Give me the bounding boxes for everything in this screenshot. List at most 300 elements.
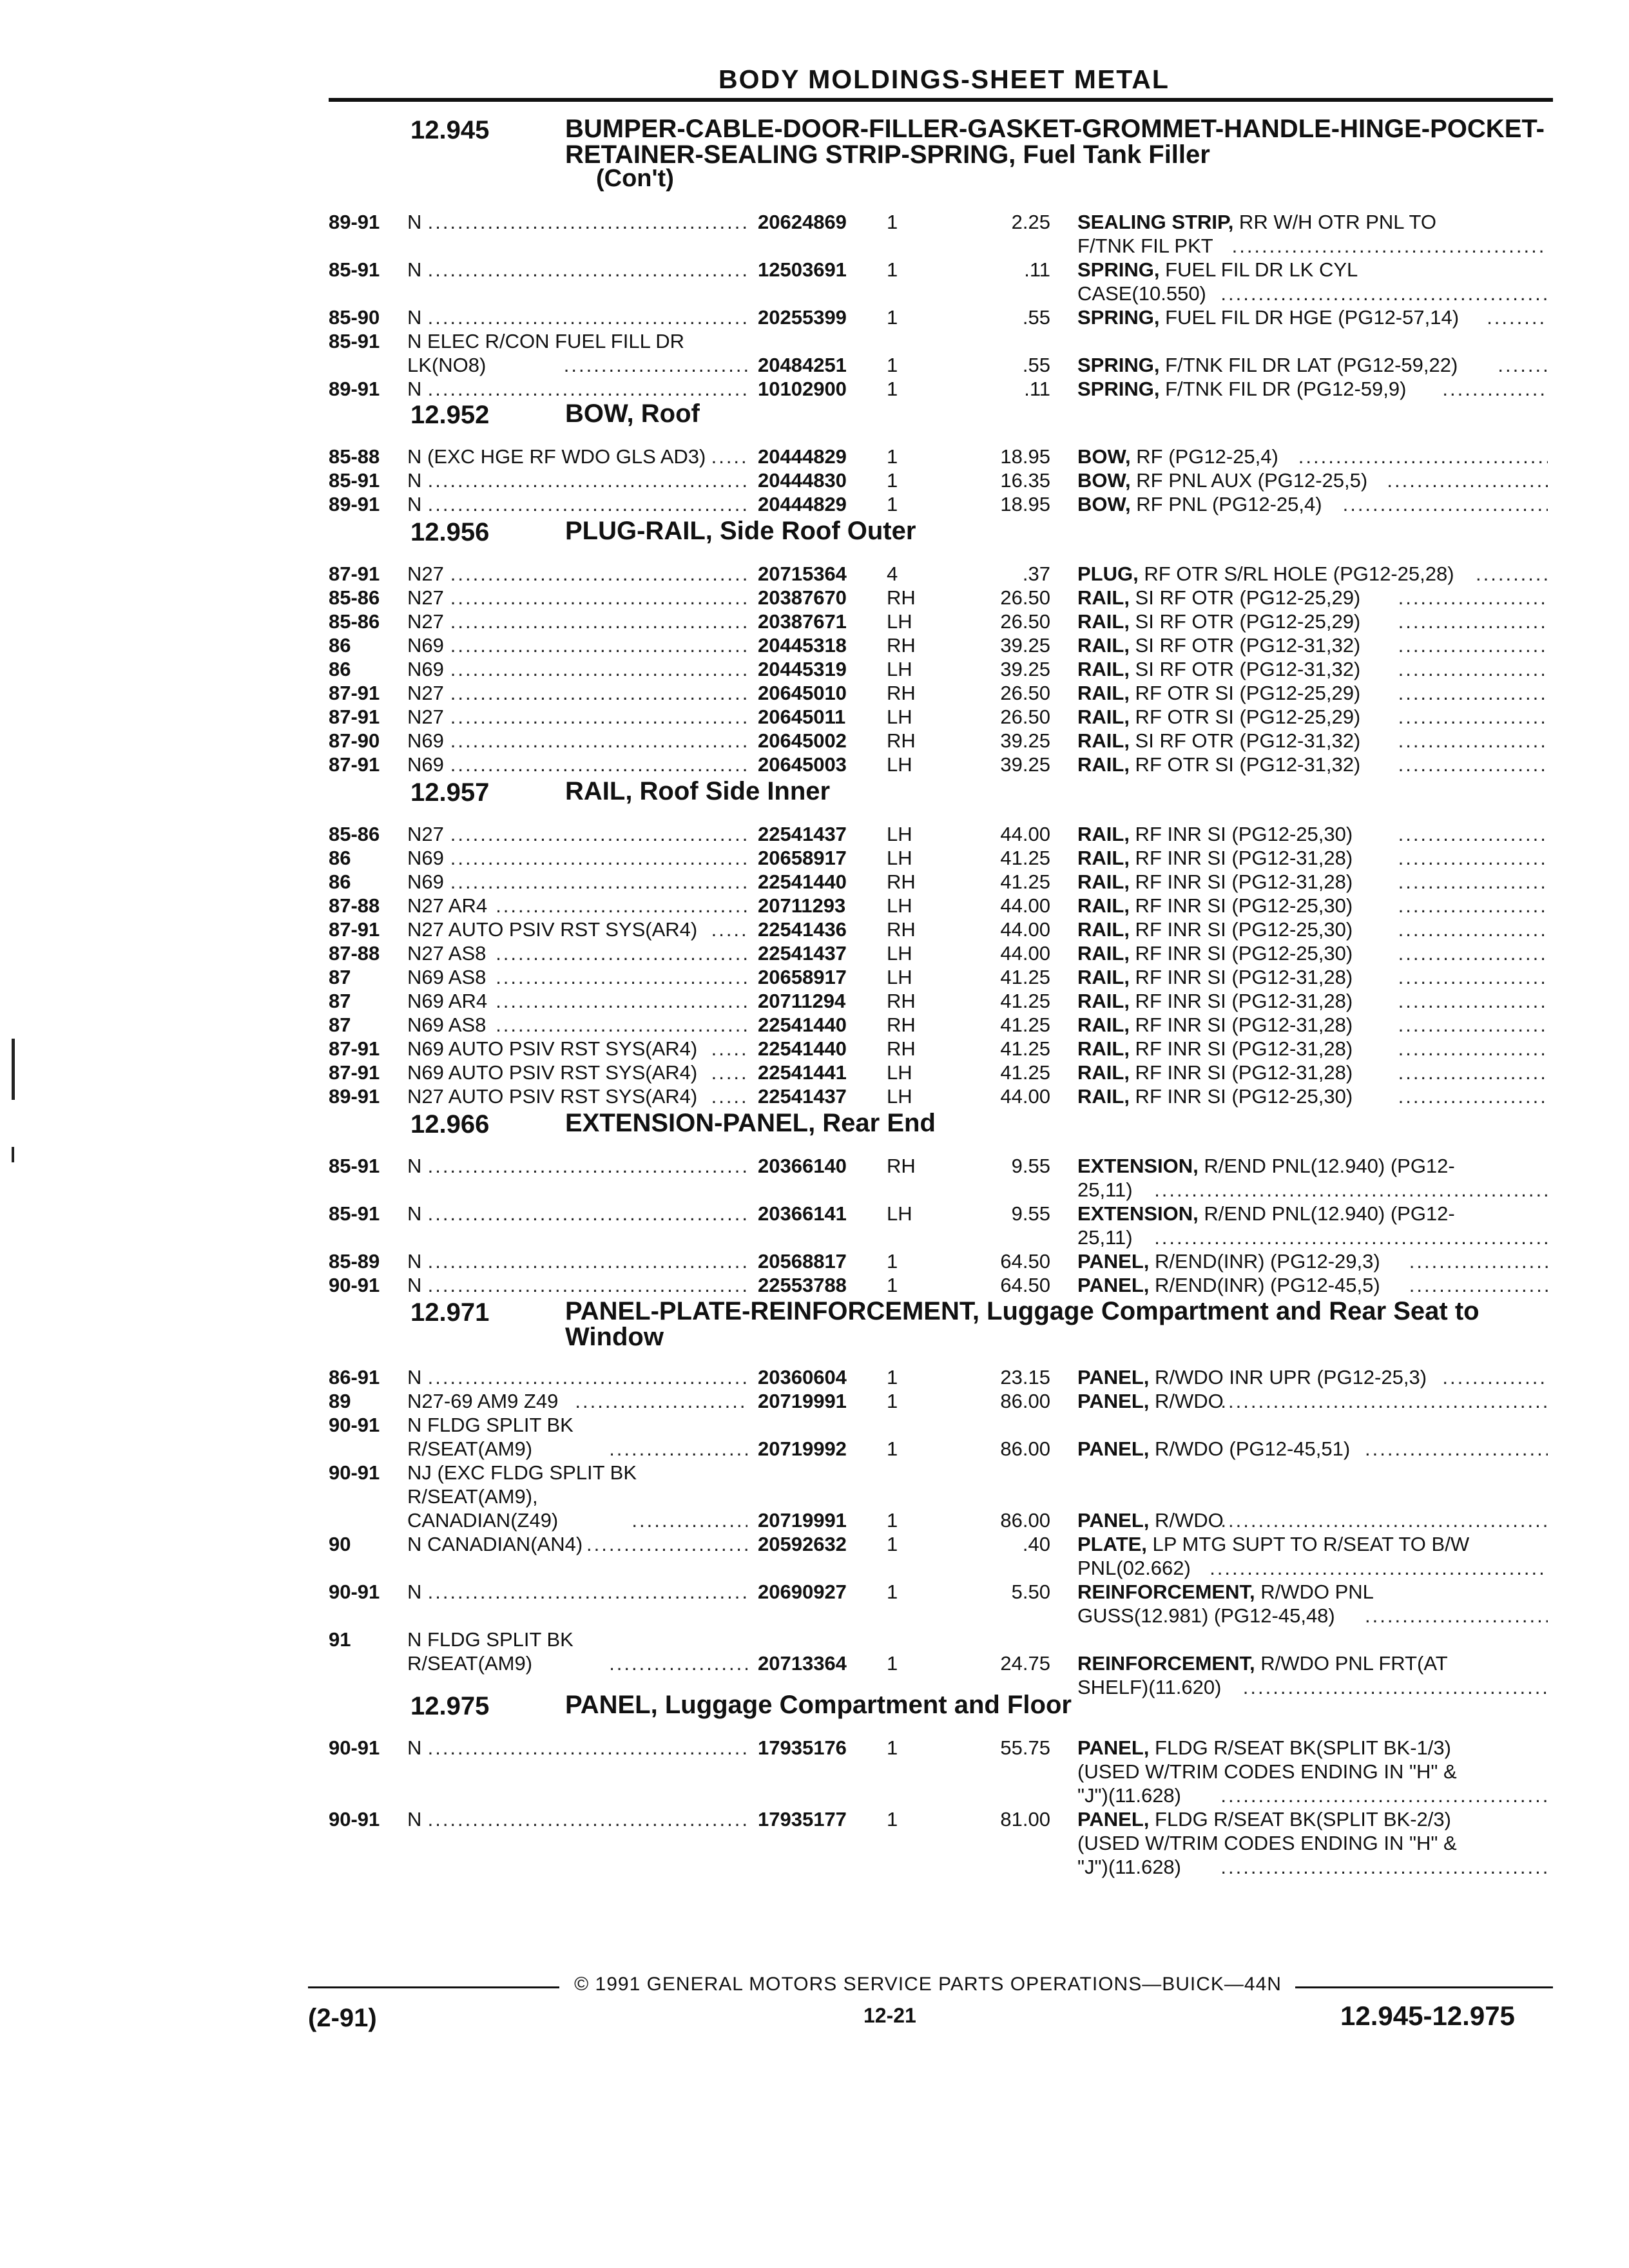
copyright-text: © 1991 GENERAL MOTORS SERVICE PARTS OPERATIONS—BUICK—44N [574, 1974, 1282, 1995]
part-name: RAIL, [1077, 1014, 1130, 1036]
part-description [1077, 305, 1548, 329]
part-name: SPRING, [1077, 378, 1160, 400]
part-row [0, 1061, 1629, 1084]
price: 23.15 [1000, 1366, 1050, 1389]
part-row [0, 1037, 1629, 1061]
part-number: 20444829 [758, 445, 847, 468]
model-years: 85-91 [329, 258, 380, 281]
quantity: 1 [887, 1437, 898, 1460]
price: 41.25 [1000, 990, 1050, 1012]
trailing-dots [1220, 1389, 1548, 1413]
part-number: 20711294 [758, 990, 846, 1012]
price: 41.25 [1000, 1037, 1050, 1060]
part-name: EXTENSION, [1077, 1202, 1199, 1225]
part-detail: RF INR SI (PG12-31,28) [1129, 1037, 1353, 1060]
part-row [0, 1013, 1629, 1037]
part-number: 20719991 [758, 1390, 847, 1412]
quantity: RH [887, 918, 916, 941]
model-years: 90-91 [329, 1414, 380, 1436]
price: 2.25 [1011, 211, 1050, 233]
leader-dots [428, 1249, 747, 1273]
price: 24.75 [1000, 1652, 1050, 1675]
quantity: LH [887, 894, 912, 917]
part-row [0, 657, 1629, 681]
leader-dots [428, 305, 747, 329]
price: 26.50 [1000, 586, 1050, 609]
application-desc: N ELEC R/CON FUEL FILL DR LK(NO8) [407, 330, 685, 376]
application-desc: N69 AUTO PSIV RST SYS(AR4) [407, 1037, 698, 1060]
application-desc: N (EXC HGE RF WDO GLS AD3) [407, 445, 706, 468]
application-desc: N27-69 AM9 Z49 [407, 1390, 559, 1412]
application-desc: N [407, 1366, 422, 1389]
application-desc: N [407, 493, 422, 515]
price: 9.55 [1011, 1202, 1050, 1225]
part-detail: RF INR SI (PG12-25,30) [1129, 823, 1353, 845]
trailing-dots [1298, 445, 1548, 468]
leader-dots [450, 681, 747, 705]
price: 44.00 [1000, 1085, 1050, 1108]
part-name: SPRING, [1077, 306, 1160, 329]
application-desc: N69 [407, 658, 444, 680]
binding-mark [12, 1039, 15, 1100]
price: 39.25 [1000, 658, 1050, 680]
model-years: 85-91 [329, 330, 380, 352]
quantity: 1 [887, 1808, 898, 1831]
quantity: 1 [887, 306, 898, 329]
trailing-dots [1442, 1365, 1548, 1389]
application-desc: N [407, 306, 422, 329]
trailing-dots [1398, 822, 1548, 846]
application-desc: N69 [407, 729, 444, 752]
trailing-dots [1398, 941, 1548, 965]
leader-dots [450, 633, 747, 657]
leader-dots [428, 1202, 747, 1225]
quantity: 4 [887, 562, 898, 585]
part-row [0, 1532, 1629, 1580]
quantity: LH [887, 706, 912, 728]
part-detail: SI RF OTR (PG12-25,29) [1129, 610, 1361, 633]
price: 41.25 [1000, 966, 1050, 988]
model-years: 90-91 [329, 1461, 380, 1484]
part-number: 20719991 [758, 1509, 847, 1532]
part-name: RAIL, [1077, 610, 1130, 633]
leader-dots [428, 1273, 747, 1297]
model-years: 87-91 [329, 1037, 380, 1060]
leader-dots [711, 445, 747, 468]
quantity: 1 [887, 1581, 898, 1603]
part-number: 20568817 [758, 1250, 847, 1273]
model-years: 85-86 [329, 610, 380, 633]
part-number: 22541437 [758, 823, 847, 845]
quantity: RH [887, 1014, 916, 1036]
model-years: 87-91 [329, 706, 380, 728]
part-number: 20366140 [758, 1155, 847, 1177]
application-desc: N FLDG SPLIT BK R/SEAT(AM9) [407, 1414, 574, 1460]
part-row [0, 729, 1629, 753]
trailing-dots [1387, 468, 1548, 492]
part-row [0, 681, 1629, 705]
application-desc: N FLDG SPLIT BK R/SEAT(AM9) [407, 1628, 574, 1675]
leader-dots [428, 492, 747, 516]
part-row [0, 445, 1629, 468]
part-description [1077, 353, 1548, 377]
part-row [0, 1202, 1629, 1249]
part-row [0, 377, 1629, 401]
part-detail: R/WDO (PG12-45,51) [1149, 1437, 1351, 1460]
part-name: PLATE, [1077, 1533, 1147, 1555]
trailing-dots [1154, 1178, 1548, 1202]
application-desc: N69 AUTO PSIV RST SYS(AR4) [407, 1061, 698, 1084]
leader-dots [450, 657, 747, 681]
part-detail: RF INR SI (PG12-31,28) [1129, 847, 1353, 869]
part-row [0, 1389, 1629, 1413]
trailing-dots [1398, 610, 1548, 633]
section-number: 12.956 [410, 518, 490, 546]
application-desc: N [407, 1202, 422, 1225]
leader-dots [450, 822, 747, 846]
leader-dots [496, 1013, 747, 1037]
part-row [0, 586, 1629, 610]
part-row [0, 753, 1629, 776]
part-row [0, 610, 1629, 633]
trailing-dots [1487, 305, 1548, 329]
footer-rule-left [308, 1986, 559, 1988]
part-detail: RF INR SI (PG12-31,28) [1129, 990, 1353, 1012]
model-years: 90 [329, 1533, 351, 1555]
part-detail: RF INR SI (PG12-31,28) [1129, 870, 1353, 893]
trailing-dots [1220, 1855, 1548, 1879]
section-number: 12.971 [410, 1298, 490, 1327]
price: 39.25 [1000, 753, 1050, 776]
leader-dots [450, 753, 747, 776]
part-row [0, 1736, 1629, 1807]
quantity: LH [887, 610, 912, 633]
model-years: 86 [329, 847, 351, 869]
leader-dots [496, 894, 747, 918]
application-desc: N [407, 1736, 422, 1759]
part-name: PANEL, [1077, 1366, 1150, 1389]
part-number: 22541440 [758, 1037, 847, 1060]
quantity: LH [887, 1085, 912, 1108]
part-number: 20445318 [758, 634, 847, 657]
part-name: BOW, [1077, 445, 1131, 468]
application-desc: N [407, 469, 422, 492]
part-name: RAIL, [1077, 870, 1130, 893]
leader-dots [711, 1037, 747, 1061]
trailing-dots [1232, 234, 1548, 258]
model-years: 87-91 [329, 918, 380, 941]
model-years: 87 [329, 1014, 351, 1036]
quantity: RH [887, 1037, 916, 1060]
quantity: 1 [887, 1390, 898, 1412]
quantity: 1 [887, 493, 898, 515]
part-number: 20645002 [758, 729, 847, 752]
application-desc: N27 AS8 [407, 942, 487, 965]
footer-page-number: 12-21 [863, 2004, 916, 2027]
trailing-dots [1409, 1249, 1548, 1273]
quantity: RH [887, 729, 916, 752]
application-desc: N [407, 378, 422, 400]
model-years: 85-91 [329, 469, 380, 492]
leader-dots [450, 870, 747, 894]
part-number: 10102900 [758, 378, 847, 400]
part-number: 20715364 [758, 562, 847, 585]
model-years: 87-91 [329, 682, 380, 704]
part-name: RAIL, [1077, 706, 1130, 728]
model-years: 85-88 [329, 445, 380, 468]
application-desc: N69 [407, 847, 444, 869]
model-years: 89-91 [329, 211, 380, 233]
part-row [0, 305, 1629, 329]
part-name: SPRING, [1077, 258, 1160, 281]
part-row [0, 1461, 1629, 1532]
part-name: SEALING STRIP, [1077, 211, 1234, 233]
part-name: RAIL, [1077, 682, 1130, 704]
part-name: RAIL, [1077, 1037, 1130, 1060]
part-row [0, 1249, 1629, 1273]
part-row [0, 1273, 1629, 1297]
part-detail: RF INR SI (PG12-31,28) [1129, 966, 1353, 988]
price: .11 [1024, 378, 1050, 400]
trailing-dots [1398, 586, 1548, 610]
price: 16.35 [1000, 469, 1050, 492]
leader-dots [496, 941, 747, 965]
price: .11 [1024, 258, 1050, 281]
part-name: RAIL, [1077, 918, 1130, 941]
part-detail: RF OTR SI (PG12-25,29) [1129, 706, 1361, 728]
application-desc: NJ (EXC FLDG SPLIT BK R/SEAT(AM9), CANADIAN(Z49) [407, 1461, 637, 1532]
price: .40 [1022, 1533, 1050, 1555]
part-number: 22541441 [758, 1061, 847, 1084]
part-number: 20444829 [758, 493, 847, 515]
leader-dots [609, 1437, 747, 1461]
part-detail: F/TNK FIL DR (PG12-59,9) [1159, 378, 1407, 400]
section-title: BOW, Roof [565, 399, 700, 428]
quantity: LH [887, 966, 912, 988]
part-detail: R/END PNL(12.940) (PG12- 25,11) [1077, 1155, 1455, 1201]
trailing-dots [1220, 1783, 1548, 1807]
application-desc: N CANADIAN(AN4) [407, 1533, 583, 1555]
trailing-dots [1365, 1437, 1548, 1461]
section-title: PLUG-RAIL, Side Roof Outer [565, 517, 916, 545]
section-number: 12.966 [410, 1110, 490, 1139]
model-years: 86 [329, 634, 351, 657]
footer-rule-right [1295, 1986, 1553, 1988]
part-number: 20387671 [758, 610, 847, 633]
part-row [0, 492, 1629, 516]
model-years: 87 [329, 990, 351, 1012]
leader-dots [450, 705, 747, 729]
price: .55 [1022, 306, 1050, 329]
model-years: 87 [329, 966, 351, 988]
part-row [0, 1628, 1629, 1698]
part-detail: RF PNL (PG12-25,4) [1130, 493, 1322, 515]
price: 5.50 [1011, 1581, 1050, 1603]
part-detail: FUEL FIL DR LK CYL CASE(10.550) [1077, 258, 1358, 305]
part-name: PLUG, [1077, 562, 1139, 585]
part-name: PANEL, [1077, 1390, 1150, 1412]
trailing-dots [1409, 1273, 1548, 1297]
part-detail: R/WDO PNL GUSS(12.981) (PG12-45,48) [1077, 1581, 1374, 1627]
model-years: 90-91 [329, 1274, 380, 1296]
page-title: BODY MOLDINGS-SHEET METAL [718, 64, 1170, 94]
model-years: 86-91 [329, 1366, 380, 1389]
part-name: REINFORCEMENT, [1077, 1581, 1255, 1603]
part-detail: RF OTR SI (PG12-31,32) [1129, 753, 1361, 776]
part-name: RAIL, [1077, 753, 1130, 776]
part-row [0, 894, 1629, 918]
price: 64.50 [1000, 1250, 1050, 1273]
leader-dots [428, 1807, 747, 1831]
leader-dots [575, 1389, 747, 1413]
part-row [0, 918, 1629, 941]
price: 41.25 [1000, 1014, 1050, 1036]
trailing-dots [1398, 846, 1548, 870]
quantity: 1 [887, 1250, 898, 1273]
part-number: 22541440 [758, 870, 847, 893]
application-desc: N [407, 1274, 422, 1296]
part-number: 20366141 [758, 1202, 847, 1225]
application-desc: N69 [407, 634, 444, 657]
trailing-dots [1398, 1037, 1548, 1061]
quantity: LH [887, 1202, 912, 1225]
part-detail: R/END(INR) (PG12-45,5) [1149, 1274, 1380, 1296]
section-title: BUMPER-CABLE-DOOR-FILLER-GASKET-GROMMET-HANDLE-HINGE-POCKET-RETAINER-SEALING STRIP-SPRING, Fuel Tank Filler [565, 115, 1545, 169]
part-row [0, 1807, 1629, 1879]
quantity: 1 [887, 354, 898, 376]
application-desc: N [407, 1250, 422, 1273]
part-name: RAIL, [1077, 942, 1130, 965]
application-desc: N [407, 211, 422, 233]
price: .37 [1022, 562, 1050, 585]
trailing-dots [1398, 918, 1548, 941]
price: 86.00 [1000, 1509, 1050, 1532]
part-name: RAIL, [1077, 586, 1130, 609]
quantity: RH [887, 870, 916, 893]
price: .55 [1022, 354, 1050, 376]
price: 55.75 [1000, 1736, 1050, 1759]
price: 86.00 [1000, 1437, 1050, 1460]
quantity: 1 [887, 1509, 898, 1532]
model-years: 85-86 [329, 586, 380, 609]
part-number: 20387670 [758, 586, 847, 609]
model-years: 86 [329, 658, 351, 680]
part-number: 22541437 [758, 942, 847, 965]
part-name: RAIL, [1077, 966, 1130, 988]
part-name: RAIL, [1077, 894, 1130, 917]
part-number: 22553788 [758, 1274, 847, 1296]
model-years: 90-91 [329, 1736, 380, 1759]
section-number: 12.975 [410, 1692, 490, 1720]
section-title: EXTENSION-PANEL, Rear End [565, 1109, 936, 1137]
section-number: 12.952 [410, 401, 490, 429]
trailing-dots [1398, 989, 1548, 1013]
trailing-dots [1442, 377, 1548, 401]
part-row [0, 562, 1629, 586]
part-detail: R/WDO [1149, 1390, 1224, 1412]
section-title: PANEL-PLATE-REINFORCEMENT, Luggage Compartment and Rear Seat to Window [565, 1297, 1480, 1351]
quantity: 1 [887, 1366, 898, 1389]
quantity: LH [887, 847, 912, 869]
application-desc: N69 AR4 [407, 990, 488, 1012]
part-row [0, 822, 1629, 846]
part-number: 20645011 [758, 706, 846, 728]
part-row [0, 1413, 1629, 1461]
model-years: 87-91 [329, 562, 380, 585]
leader-dots [586, 1532, 747, 1556]
quantity: LH [887, 942, 912, 965]
part-name: RAIL, [1077, 658, 1130, 680]
part-name: PANEL, [1077, 1250, 1150, 1273]
part-number: 22541437 [758, 1085, 847, 1108]
application-desc: N [407, 258, 422, 281]
application-desc: N69 [407, 753, 444, 776]
leader-dots [428, 1736, 747, 1760]
part-number: 17935176 [758, 1736, 847, 1759]
part-detail: FLDG R/SEAT BK(SPLIT BK-1/3) (USED W/TRIM CODES ENDING IN "H" & "J")(11.628) [1077, 1736, 1457, 1807]
price: 44.00 [1000, 823, 1050, 845]
quantity: LH [887, 658, 912, 680]
part-detail: RF INR SI (PG12-25,30) [1129, 1085, 1353, 1108]
trailing-dots [1398, 965, 1548, 989]
leader-dots [450, 729, 747, 753]
part-name: SPRING, [1077, 354, 1160, 376]
application-desc: N27 [407, 562, 444, 585]
trailing-dots [1398, 633, 1548, 657]
header-rule [329, 98, 1553, 102]
leader-dots [428, 258, 747, 282]
model-years: 91 [329, 1628, 351, 1651]
application-desc: N27 AR4 [407, 894, 488, 917]
part-detail: LP MTG SUPT TO R/SEAT TO B/W PNL(02.662) [1077, 1533, 1470, 1579]
part-name: BOW, [1077, 493, 1131, 515]
section-title: PANEL, Luggage Compartment and Floor [565, 1691, 1072, 1719]
price: 81.00 [1000, 1808, 1050, 1831]
trailing-dots [1220, 1508, 1548, 1532]
binding-mark [12, 1147, 14, 1162]
model-years: 89-91 [329, 378, 380, 400]
part-row [0, 941, 1629, 965]
model-years: 87-88 [329, 942, 380, 965]
model-years: 85-90 [329, 306, 380, 329]
part-name: RAIL, [1077, 823, 1130, 845]
quantity: 1 [887, 378, 898, 400]
part-row [0, 846, 1629, 870]
model-years: 89-91 [329, 493, 380, 515]
part-detail: R/WDO PNL FRT(AT SHELF)(11.620) [1077, 1652, 1448, 1698]
model-years: 87-90 [329, 729, 380, 752]
leader-dots [496, 965, 747, 989]
price: 26.50 [1000, 706, 1050, 728]
part-row [0, 705, 1629, 729]
price: 41.25 [1000, 1061, 1050, 1084]
part-detail: RF OTR SI (PG12-25,29) [1129, 682, 1361, 704]
trailing-dots [1398, 705, 1548, 729]
leader-dots [450, 846, 747, 870]
trailing-dots [1476, 562, 1548, 586]
price: 44.00 [1000, 894, 1050, 917]
part-number: 17935177 [758, 1808, 847, 1831]
trailing-dots [1398, 729, 1548, 753]
part-name: RAIL, [1077, 634, 1130, 657]
part-row [0, 1154, 1629, 1202]
part-row [0, 1580, 1629, 1628]
part-number: 20444830 [758, 469, 847, 492]
part-detail: RR W/H OTR PNL TO F/TNK FIL PKT [1077, 211, 1436, 257]
trailing-dots [1398, 1084, 1548, 1108]
trailing-dots [1498, 353, 1548, 377]
leader-dots [450, 586, 747, 610]
